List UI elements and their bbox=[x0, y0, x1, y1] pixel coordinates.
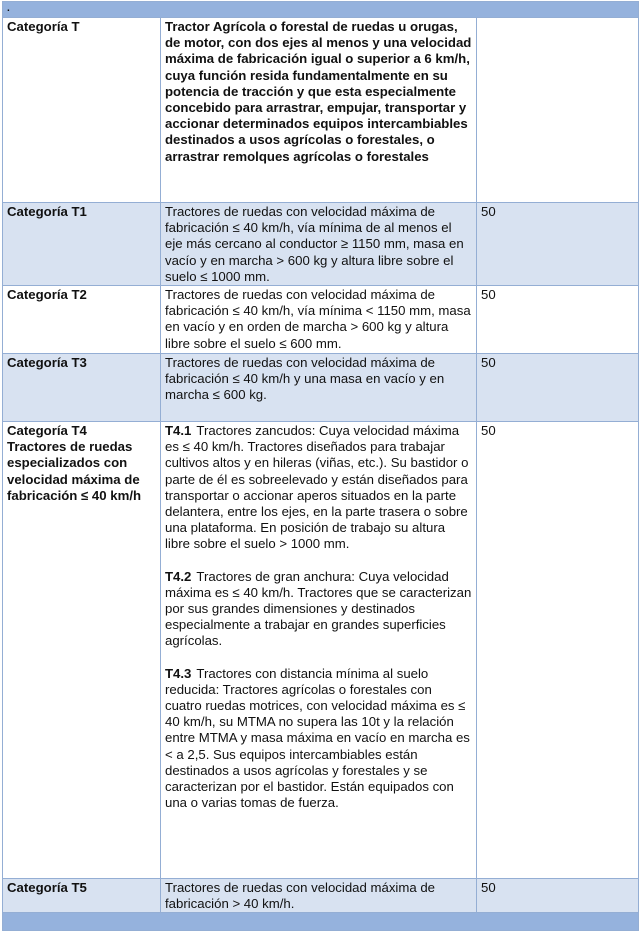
category-value: 50 bbox=[477, 422, 639, 879]
table-row bbox=[3, 18, 639, 203]
subcategory-item bbox=[165, 423, 472, 553]
subcategory-code: T4.3 bbox=[165, 665, 192, 681]
subcategory-item bbox=[165, 569, 472, 650]
category-label-sub: Tractores de ruedas especializados con velocidad máxima de fabricación ≤ 40 km/h bbox=[7, 439, 142, 503]
subcategory-text: Tractores zancudos: Cuya velocidad máxima es ≤ 40 km/h. Tractores diseñados para trabajar cultivos altos y en hileras (viñas, etc.). Su bastidor o parte de él es sobreelevado y están diseñados para transportar o accionar aperos situados en la parte delantera, entre los ejes, en la parte trasera o sobre una plataforma. En posición de trabajo su altura libre sobre el suelo > 1000 mm. bbox=[165, 423, 469, 552]
table-row bbox=[3, 879, 639, 913]
category-label: Categoría T bbox=[3, 18, 161, 203]
category-label: Categoría T5 bbox=[3, 879, 161, 913]
table-row bbox=[3, 354, 639, 422]
category-value: 50 bbox=[477, 354, 639, 422]
category-label-main: Categoría T4 bbox=[7, 423, 87, 439]
subcategory-code: T4.2 bbox=[165, 568, 192, 584]
category-description: Tractores de ruedas con velocidad máxima de fabricación ≤ 40 km/h y una masa en vacío y en marcha ≤ 600 kg. bbox=[161, 354, 477, 422]
category-description: Tractores de ruedas con velocidad máxima de fabricación > 40 km/h. bbox=[161, 879, 477, 913]
category-label: Categoría T3 bbox=[3, 354, 161, 422]
category-label bbox=[3, 422, 161, 879]
category-value: 50 bbox=[477, 879, 639, 913]
category-description: Tractores de ruedas con velocidad máxima de fabricación ≤ 40 km/h, vía mínima < 1150 mm, masa en vacío y en orden de marcha > 600 kg y altura libre sobre el suelo ≤ 600 mm. bbox=[161, 286, 477, 354]
table-row bbox=[3, 422, 639, 879]
subcategory-text: Tractores con distancia mínima al suelo reducida: Tractores agrícolas o forestales con cuatro ruedas motrices, con velocidad máxima es ≤ 40 km/h, su MTMA no supera las 10t y la relación entre MTMA y masa máxima en vacío en marcha es < a 2,5. Sus equipos intercambiables están destinados a usos agrícolas y forestales y se caracterizan por el bastidor. Están equipados con una o varias tomas de fuerza. bbox=[165, 665, 470, 811]
category-description bbox=[161, 422, 477, 879]
subcategory-code: T4.1 bbox=[165, 423, 192, 439]
category-description: Tractor Agrícola o forestal de ruedas u orugas, de motor, con dos ejes al menos y una velocidad máxima de fabricación igual o superior a 6 km/h, cuya función resida fundamentalmente en su potencia de tracción y que esta especialmente concebido para arrastrar, empujar, transportar y accionar determinados equipos intercambiables destinados a usos agrícolas o forestales, o arrastrar remolques agrícolas o forestales bbox=[161, 18, 477, 203]
tractor-category-table bbox=[2, 1, 639, 931]
table-header-band bbox=[3, 2, 639, 18]
category-value: 50 bbox=[477, 203, 639, 286]
table-row bbox=[3, 286, 639, 354]
header-band-mark: . bbox=[3, 2, 639, 18]
table-row bbox=[3, 203, 639, 286]
subcategory-text: Tractores de gran anchura: Cuya velocidad máxima es ≤ 40 km/h. Tractores que se caracterizan por sus grandes dimensiones y destinados especialmente a trabajar en grandes superficies agrícolas. bbox=[165, 568, 472, 649]
category-label: Categoría T1 bbox=[3, 203, 161, 286]
category-description: Tractores de ruedas con velocidad máxima de fabricación ≤ 40 km/h, vía mínima de al menos el eje más cercano al conductor ≥ 1150 mm, masa en vacío y en marcha > 600 kg y altura libre sobre el suelo ≤ 1000 mm. bbox=[161, 203, 477, 286]
category-label: Categoría T2 bbox=[3, 286, 161, 354]
table-footer-band bbox=[3, 913, 639, 931]
footer-band bbox=[3, 913, 639, 931]
category-value: 50 bbox=[477, 286, 639, 354]
category-value bbox=[477, 18, 639, 203]
subcategory-item bbox=[165, 666, 472, 812]
